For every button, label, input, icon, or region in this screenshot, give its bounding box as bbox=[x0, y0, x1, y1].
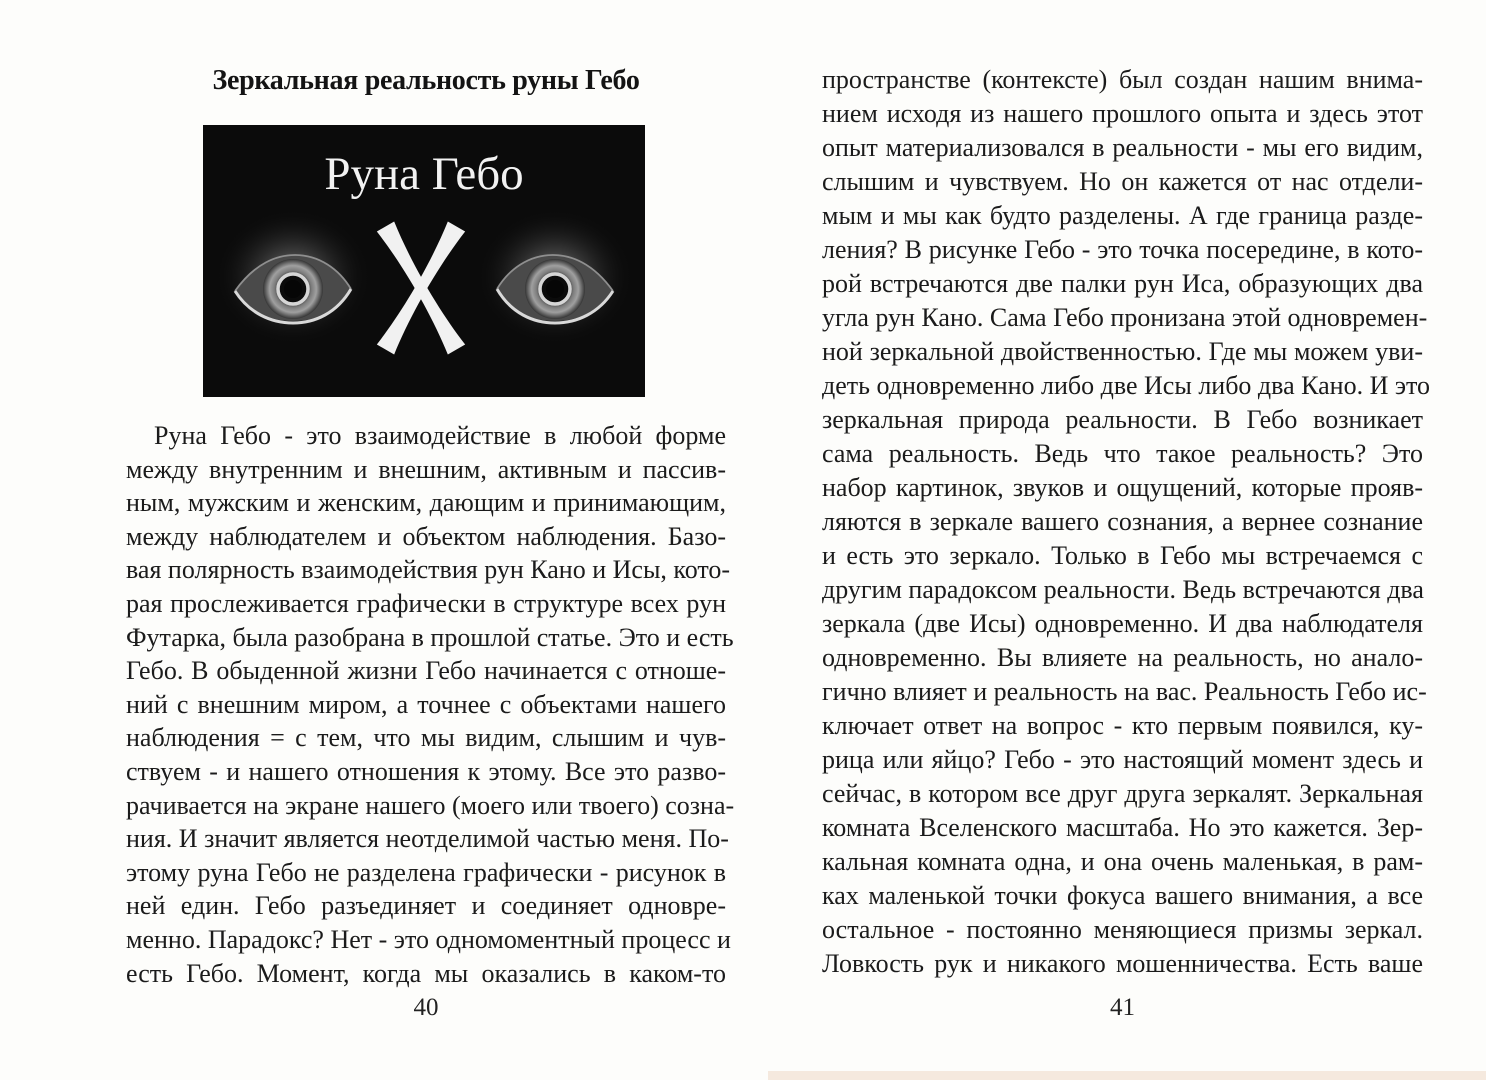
rune-gebo-illustration bbox=[203, 125, 645, 397]
text-line: деть одновременно либо две Исы либо два Кано. И это bbox=[822, 371, 1431, 400]
right-eye-icon bbox=[477, 209, 633, 345]
text-line: угла рун Кано. Сама Гебо пронизана этой одновремен- bbox=[822, 303, 1428, 332]
text-line: зеркала (две Исы) одновременно. И два наблюдателя bbox=[822, 609, 1423, 638]
text-line: между наблюдателем и объектом наблюдения. Базо- bbox=[126, 521, 726, 551]
body-text-left bbox=[126, 419, 735, 990]
text-line: Руна Гебо - это взаимодействие в любой форме bbox=[154, 421, 726, 450]
text-line: между внутренним и внешним, активным и пассив- bbox=[126, 454, 726, 484]
text-line: Гебо. В обыденной жизни Гебо начинается с отноше- bbox=[126, 656, 726, 686]
text-line: зеркальная природа реальности. В Гебо возникает bbox=[822, 405, 1423, 434]
text-line: рая прослеживается графически в структуре всех рун bbox=[126, 588, 726, 618]
text-line: наблюдения = с тем, что мы видим, слышим и чув- bbox=[126, 723, 726, 753]
text-line: рой встречаются две палки рун Иса, образующих два bbox=[822, 269, 1423, 298]
text-line: ния. И значит является неотделимой частью меня. По- bbox=[126, 824, 729, 854]
figure-caption: Руна Гебо bbox=[324, 148, 524, 200]
text-line: кальная комната одна, и она очень маленькая, в рам- bbox=[822, 847, 1423, 876]
text-line: есть Гебо. Момент, когда мы оказались в каком-то bbox=[126, 958, 726, 988]
text-line: одновременно. Вы влияете на реальность, но анало- bbox=[822, 643, 1423, 672]
text-line: ным, мужским и женским, дающим и принимающим, bbox=[126, 488, 726, 518]
right-page bbox=[822, 0, 1431, 1080]
text-line: пространстве (контексте) был создан нашим внима- bbox=[822, 65, 1423, 94]
rune-gebo-figure bbox=[203, 125, 645, 397]
text-line: гично влияет и реальность на вас. Реальность Гебо ис- bbox=[822, 677, 1427, 706]
text-line: Футарка, была разобрана в прошлой статье. Это и есть bbox=[126, 622, 734, 652]
text-line: другим парадоксом реальности. Ведь встречаются два bbox=[822, 575, 1424, 604]
text-line: сама реальность. Ведь что такое реальность? Это bbox=[822, 439, 1423, 468]
page-number-left: 40 bbox=[413, 994, 439, 1021]
text-line: комната Вселенского масштаба. Но это кажется. Зер- bbox=[822, 813, 1423, 842]
text-line: ключает ответ на вопрос - кто первым появился, ку- bbox=[822, 711, 1423, 740]
page-title: Зеркальная реальность руны Гебо bbox=[212, 65, 640, 96]
text-line: этому руна Гебо не разделена графически - рисунок в bbox=[126, 857, 726, 887]
text-line: ной зеркальной двойственностью. Где мы можем уви- bbox=[822, 337, 1423, 366]
text-line: менно. Парадокс? Нет - это одномоментный процесс и bbox=[126, 924, 731, 954]
text-line: ний с внешним миром, а точнее с объектами нашего bbox=[126, 689, 726, 719]
text-line: ления? В рисунке Гебо - это точка посередине, в кото- bbox=[822, 235, 1423, 264]
text-line: Ловкость рук и никакого мошенничества. Есть ваше bbox=[822, 949, 1423, 978]
left-eye-icon bbox=[215, 209, 371, 345]
body-text-right bbox=[822, 63, 1431, 981]
text-line: вая полярность взаимодействия рун Кано и Исы, кото- bbox=[126, 555, 731, 585]
page-number-right: 41 bbox=[1110, 994, 1135, 1021]
text-line: ствуем - и нашего отношения к этому. Все это разво- bbox=[126, 756, 726, 786]
text-line: и есть это зеркало. Только в Гебо мы встречаемся с bbox=[822, 541, 1423, 570]
text-line: сейчас, в котором все друг друга зеркалят. Зеркальная bbox=[822, 779, 1423, 808]
text-line: остальное - постоянно меняющиеся призмы зеркал. bbox=[822, 915, 1423, 944]
text-line: ляются в зеркале вашего сознания, а вернее сознание bbox=[822, 507, 1423, 536]
text-line: рица или яйцо? Гебо - это настоящий момент здесь и bbox=[822, 745, 1423, 774]
text-line: нием исходя из нашего прошлого опыта и здесь этот bbox=[822, 99, 1423, 128]
text-line: мым и мы как будто разделены. А где граница разде- bbox=[822, 201, 1423, 230]
text-line: слышим и чувствуем. Но он кажется от нас отдели- bbox=[822, 167, 1423, 196]
text-line: ней един. Гебо разъединяет и соединяет одновре- bbox=[126, 891, 726, 921]
text-line: набор картинок, звуков и ощущений, которые прояв- bbox=[822, 473, 1423, 502]
text-line: опыт материализовался в реальности - мы его видим, bbox=[822, 133, 1423, 162]
text-line: рачивается на экране нашего (моего или твоего) созна- bbox=[126, 790, 735, 820]
text-line: ках маленькой точки фокуса вашего внимания, а все bbox=[822, 881, 1423, 910]
scan-edge-artifact bbox=[768, 1071, 1486, 1080]
left-page bbox=[126, 0, 735, 1080]
